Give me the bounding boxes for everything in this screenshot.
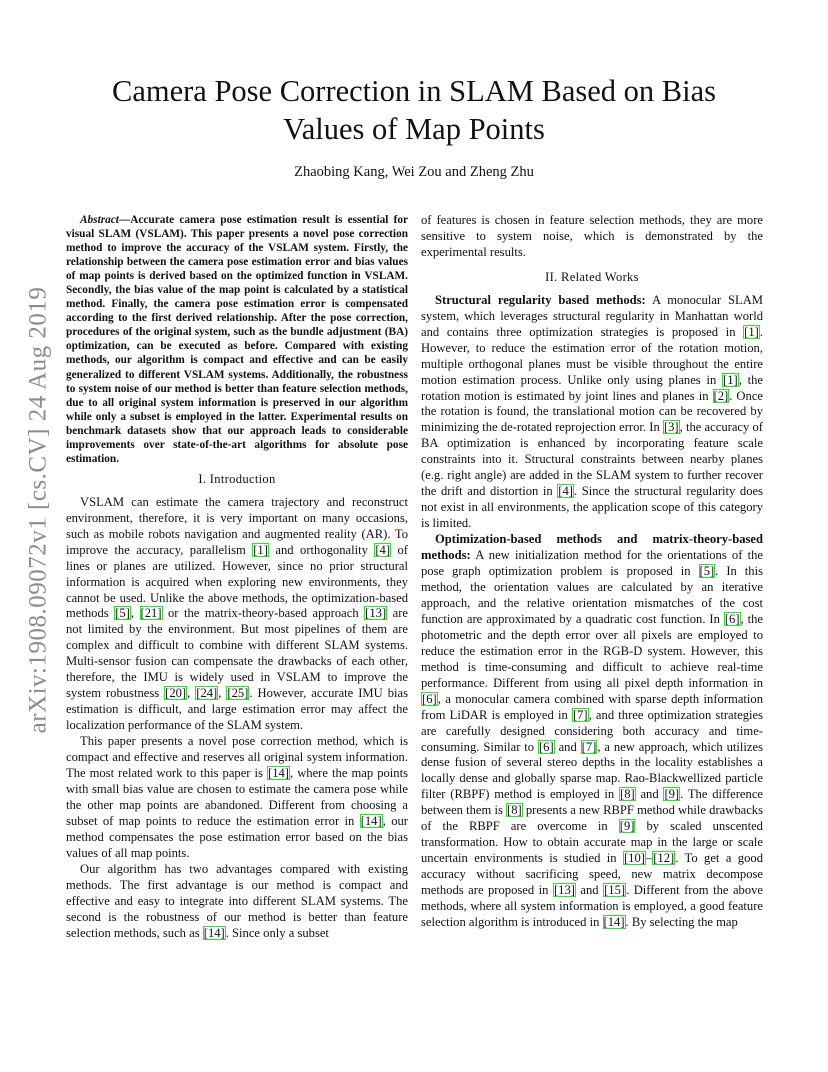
citation-link[interactable]: [13] <box>365 606 387 621</box>
structural-body <box>421 293 763 530</box>
body-text: Our algorithm has two advantages compared with existing methods. The first advantage is our method is compact and effective and easy to integrate into different SLAM systems. The second is the robustness of our method is better than feature selection methods, such as <box>66 861 408 940</box>
body-text: This paper presents a novel pose correction method, which is compact and effective and reserves all original system information. The most related work to this paper is <box>66 734 408 780</box>
abstract <box>66 213 408 466</box>
citation-link[interactable]: [14] <box>603 914 625 929</box>
paper-title <box>60 72 768 148</box>
body-text: A monocular SLAM system, which leverages structural regularity in Manhattan world and contains three optimization strategies is proposed in <box>421 292 763 339</box>
citation-link[interactable]: [1] <box>253 542 268 557</box>
title-line-1: Camera Pose Correction in SLAM Based on Bias <box>112 74 716 108</box>
citation-link[interactable]: [7] <box>581 739 597 754</box>
citation-link[interactable]: [5] <box>699 564 715 579</box>
citation-link[interactable]: [25] <box>227 686 249 701</box>
citation-link[interactable]: [1] <box>744 324 759 339</box>
citation-link[interactable]: [5] <box>115 606 130 621</box>
title-line-2: Values of Map Points <box>283 112 545 146</box>
citation-link[interactable]: [4] <box>375 542 391 557</box>
body-text: , the rotation motion is estimated by joint lines and planes in <box>421 372 763 403</box>
citation-link[interactable]: [1] <box>723 372 738 387</box>
body-text: . Since only a subset <box>225 925 329 940</box>
body-text: and <box>635 787 664 802</box>
continued-paragraph: of features is chosen in feature selection methods, they are more sensitive to system noise, which is demonstrated by the experimental results. <box>421 213 763 259</box>
body-text: , where the map points with small bias value are chosen to estimate the camera pose while the other map points are abandoned. Different from choosing a subset of map points to reduce the estimation error in <box>66 766 408 828</box>
citation-link[interactable]: [3] <box>663 420 679 435</box>
body-text: by scaled unscented transformation. How to obtain accurate map in the large or scale uncertain environments is studied in <box>421 819 763 866</box>
body-text: of lines or planes are utilized. However, since no prior structural information is acquired when exploring new environments, they cannot be used. Unlike the above methods, the optimization-based methods <box>66 542 409 621</box>
body-text: , <box>218 686 227 701</box>
citation-link[interactable]: [6] <box>724 611 740 626</box>
related-structural-paragraph <box>421 293 763 532</box>
body-text: , the photometric and the depth error over all pixels are employed to reduce the estimation error in the RGB-D system. However, this method is time-consuming and difficult to achieve real-time performance. Different from using all pixel depth information in <box>421 611 763 690</box>
body-text: and <box>554 739 581 754</box>
body-text: . Once the rotation is found, the translational motion can be recovered by minimizing the de-rotated reprojection error. In <box>421 388 763 435</box>
body-text: , a monocular camera combined with sparse depth information from LiDAR is employed in <box>421 691 763 722</box>
intro-paragraph-2 <box>66 734 408 862</box>
citation-link[interactable]: [9] <box>619 819 635 834</box>
body-text: , the accuracy of BA optimization is enhanced by incorporating feature scale constraints into it. Structural constraints between nearby planes (e.g. right angle) are added in the SLAM system to further recover the drift and distortion in <box>421 420 763 499</box>
citation-link[interactable]: [2] <box>713 388 729 403</box>
citation-link[interactable]: [14] <box>268 766 289 780</box>
arxiv-identifier: arXiv:1908.09072v1 [cs.CV] 24 Aug 2019 <box>24 286 51 734</box>
body-text: VSLAM can estimate the camera trajectory and reconstruct environment, therefore, it is very important on many occasions, such as mobile robots navigation and augmented reality (AR). To improve the accuracy, parallelism <box>66 494 408 557</box>
citation-link[interactable]: [9] <box>664 787 680 802</box>
related-optimization-paragraph <box>421 532 763 931</box>
body-text: . Different from the above methods, where all system information is employed, a good feature selection algorithm is introduced in <box>421 883 764 929</box>
body-text: . In this method, the orientation values are calculated by an iterative approach, and the relative orientation mismatches of the cost function are approximated by a quadratic cost function. In <box>421 564 763 626</box>
citation-link[interactable]: [14] <box>203 925 225 940</box>
body-text: , and three optimization strategies are carefully designed considering both accuracy and time-consuming. Similar to <box>421 707 763 754</box>
body-text: , a new approach, which utilizes dense fusion of several stereo depths in the locality establishes a locally dense and globally sparse map. Rao-Blackwellized particle filter (RBPF) method is employed in <box>421 739 763 802</box>
citation-link[interactable]: [20] <box>165 686 187 701</box>
citation-link[interactable]: [6] <box>538 739 554 754</box>
abstract-text: —Accurate camera pose estimation result is essential for visual SLAM (VSLAM). This paper presents a novel pose correction method to improve the accuracy of the VSLAM system. Firstly, the relationship between the camera pose estimation error and bias values of map points is derived based on the optimized function in VSLAM. Secondly, the bias value of the map point is calculated by a statistical method. Finally, the camera pose estimation error is compensated according to the first derived relationship. After the pose correction, procedures of the original system, such as the bundle adjustment (BA) optimization, can be executed as before. Compared with existing methods, our algorithm is compact and effective and can be easily generalized to different VSLAM systems. Additionally, the robustness to system noise of our method is better than feature selection methods, due to all original system information is preserved in our algorithm while only a subset is employed in the latter. Experimental results on benchmark datasets show that our approach leads to considerable improvements over state-of-the-art algorithms for absolute pose estimation. <box>66 214 408 465</box>
citation-link[interactable]: [10] <box>623 851 645 866</box>
citation-link[interactable]: [4] <box>558 484 573 499</box>
run-in-heading-optimization: Optimization-based methods and matrix-theory-based methods: <box>421 532 763 563</box>
intro-paragraph-1 <box>66 495 408 734</box>
run-in-heading-structural: Structural regularity based methods: <box>435 292 646 307</box>
body-text: or the matrix-theory-based approach <box>162 606 365 621</box>
body-text: and <box>575 883 604 898</box>
body-text: . Since the structural regularity does not exist in all environments, the application scope of this category is limited. <box>421 484 763 531</box>
citation-link[interactable]: [15] <box>604 883 626 898</box>
body-text: , <box>130 606 140 621</box>
abstract-label: Abstract <box>80 214 119 226</box>
citation-link[interactable]: [6] <box>422 691 437 706</box>
body-text: A new initialization method for the orientations of the pose graph optimization problem is proposed in <box>421 548 763 579</box>
body-text: . By selecting the map <box>625 914 738 929</box>
citation-link[interactable]: [21] <box>140 606 162 621</box>
citation-link[interactable]: [8] <box>507 803 522 818</box>
body-text: and orthogonality <box>268 542 375 557</box>
section-heading-introduction: I. Introduction <box>198 471 276 486</box>
body-text: are not limited by the environment. But most pipelines of them are complex and difficult to combine with different SLAM systems. Multi-sensor fusion can compensate the drawbacks of each other, therefore, the IMU is widely used in VSLAM to improve the system robustness <box>66 606 409 701</box>
body-text: . The difference between them is <box>421 787 763 818</box>
citation-link[interactable]: [7] <box>572 707 588 722</box>
left-column <box>66 213 408 941</box>
body-text: . However, to reduce the estimation error of the rotation motion, multiple orthogonal planes must be visible throughout the entire motion estimation process. Unlike only using planes in <box>421 324 763 387</box>
citation-link[interactable]: [12] <box>653 851 675 866</box>
author-list: Zhaobing Kang, Wei Zou and Zheng Zhu <box>294 164 534 180</box>
body-text: – <box>645 851 653 866</box>
body-text: , <box>187 686 196 701</box>
body-text: presents a new RBPF method while drawbacks of the RBPF are overcome in <box>421 803 763 834</box>
right-column <box>421 213 763 931</box>
citation-link[interactable]: [8] <box>620 787 635 802</box>
intro-paragraph-3 <box>66 862 408 942</box>
citation-link[interactable]: [13] <box>553 883 575 898</box>
citation-link[interactable]: [14] <box>360 813 382 828</box>
body-text: . To get a good accuracy without sacrificing speed, new matrix decompose methods are proposed in <box>421 851 763 898</box>
section-heading-related-works: II. Related Works <box>545 269 639 284</box>
optimization-body <box>421 548 763 929</box>
body-text: , our method compensates the pose estimation error based on the bias values of all map points. <box>66 813 408 860</box>
citation-link[interactable]: [24] <box>196 686 218 701</box>
body-text: . However, accurate IMU bias estimation is difficult, and large estimation error may affect the localization performance of the SLAM system. <box>66 686 408 733</box>
